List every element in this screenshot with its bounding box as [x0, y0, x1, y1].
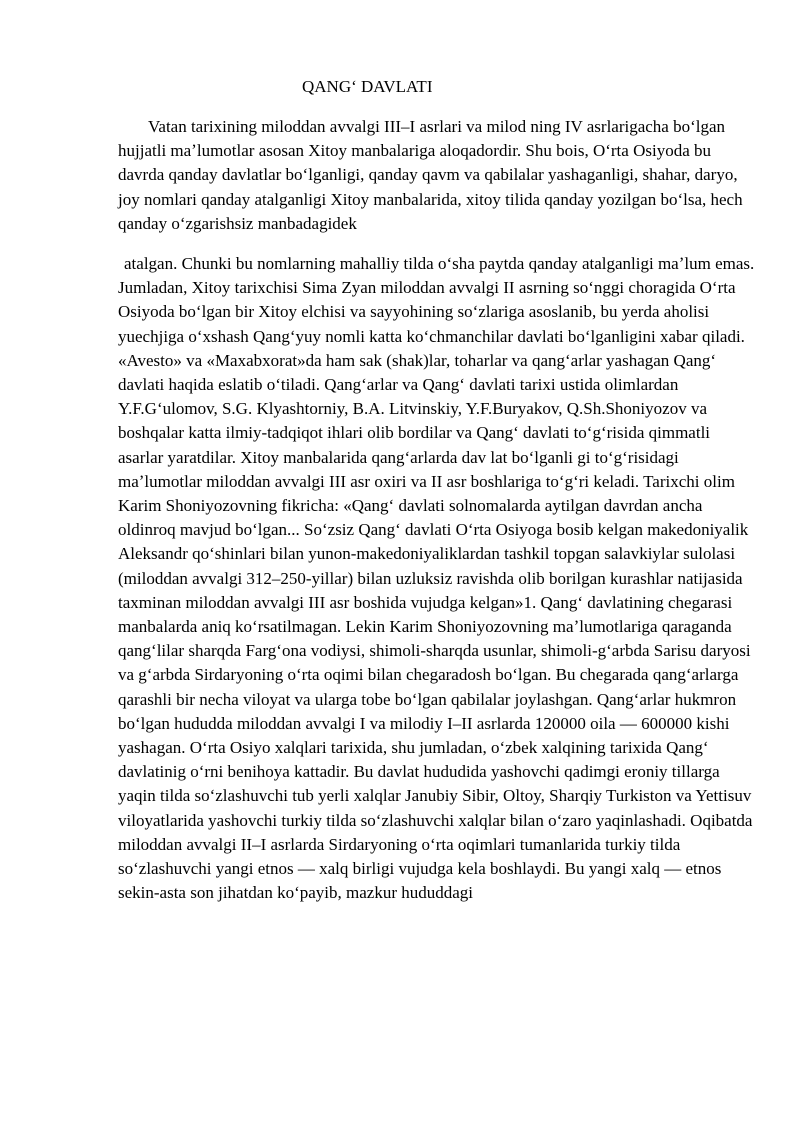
paragraph-intro: Vatan tarixining miloddan avvalgi III–I asrlari va milod ning IV asrlarigacha boʻlgan hujjatli maʼlumotlar asosan Xitoy manbalariga aloqadordir. Shu bois, Oʻrta Osiyoda bu davrda qanday davlatlar boʻlganligi, qanday qavm va qabilalar yashaganligi, shahar, daryo, joy nomlari qanday atalganligi Xitoy manbalarida, xitoy tilida qanday yozilgan boʻlsa, hech qanday oʻzgarishsiz manbadagidek	[118, 117, 743, 233]
paragraph-body: atalgan. Chunki bu nomlarning mahalliy tilda oʻsha paytda qanday atalganligi maʼlum emas. Jumladan, Xitoy tarixchisi Sima Zyan miloddan avvalgi II asrning soʻnggi choragida Oʻrta Osiyoda boʻlgan bir Xitoy elchisi va sayyohining soʻzlariga asoslanib, bu yerda aholisi yuechjiga oʻxshash Qangʻyuy nomli katta koʻchmanchilar davlati boʻlganligini xabar qiladi. «Avesto» va «Maxabxorat»da ham sak (shak)lar, toharlar va qangʻarlar yashagan Qangʻ davlati haqida eslatib oʻtiladi. Qangʻarlar va Qangʻ davlati tarixi ustida olimlardan Y.F.Gʻulomov, S.G. Klyashtorniy, B.A. Litvinskiy, Y.F.Buryakov, Q.Sh.Shoniyozov va boshqalar katta ilmiy-tadqiqot ihlari olib bordilar va Qangʻ davlati toʻgʻrisida qimmatli asarlar yaratdilar. Xitoy manbalarida qangʻarlarda dav lat boʻlganli gi toʻgʻrisidagi maʼlumotlar miloddan avvalgi III asr oxiri va II asr boshlariga toʻgʻri keladi. Tarixchi olim Karim Shoniyozovning fikricha: «Qangʻ davlati solnomalarda aytilgan davrdan ancha oldinroq mavjud boʻlgan... Soʻzsiz Qangʻ davlati Oʻrta Osiyoga bosib kelgan makedoniyalik Aleksandr qoʻshinlari bilan yunon-makedoniyaliklardan tashkil topgan salavkiylar sulolasi (miloddan avvalgi 312–250-yillar) bilan uzluksiz ravishda olib borilgan kurashlar natijasida taxminan miloddan avvalgi III asr boshida vujudga kelgan»1. Qangʻ davlatining chegarasi manbalarda aniq koʻrsatilmagan. Lekin Karim Shoniyozovning maʼlumotlariga qaraganda qangʻlilar sharqda Fargʻona vodiysi, shimoli-sharqda usunlar, shimoli-gʻarbda Sarisu daryosi va gʻarbda Sirdaryoning oʻrta oqimi bilan chegaradosh boʻlgan. Bu chegarada qangʻarlarga qarashli bir necha viloyat va ularga tobe boʻlgan qabilalar joylashgan. Qangʻarlar hukmron boʻlgan hududda miloddan avvalgi I va milodiy I–II asrlarda 120000 oila — 600000 kishi yashagan. Oʻrta Osiyo xalqlari tarixida, shu jumladan, oʻzbek xalqining tarixida Qangʻ davlatinig oʻrni benihoya kattadir. Bu davlat hududida yashovchi qadimgi eroniy tillarga yaqin tilda soʻzlashuvchi tub yerli xalqlar Janubiy Sibir, Oltoy, Sharqiy Turkiston va Yettisuv viloyatlarida yashovchi turkiy tilda soʻzlashuvchi xalqlar bilan oʻzaro yaqinlashadi. Oqibatda miloddan avvalgi II–I asrlarda Sirdaryoning oʻrta oqimlari tumanlarida turkiy tilda soʻzlashuvchi yangi etnos — xalq birligi vujudga kela boshlaydi. Bu yangi xalq — etnos sekin-asta son jihatdan koʻpayib, mazkur hududdagi	[118, 254, 755, 903]
document-title: QANGʻ DAVLATI	[302, 77, 433, 96]
